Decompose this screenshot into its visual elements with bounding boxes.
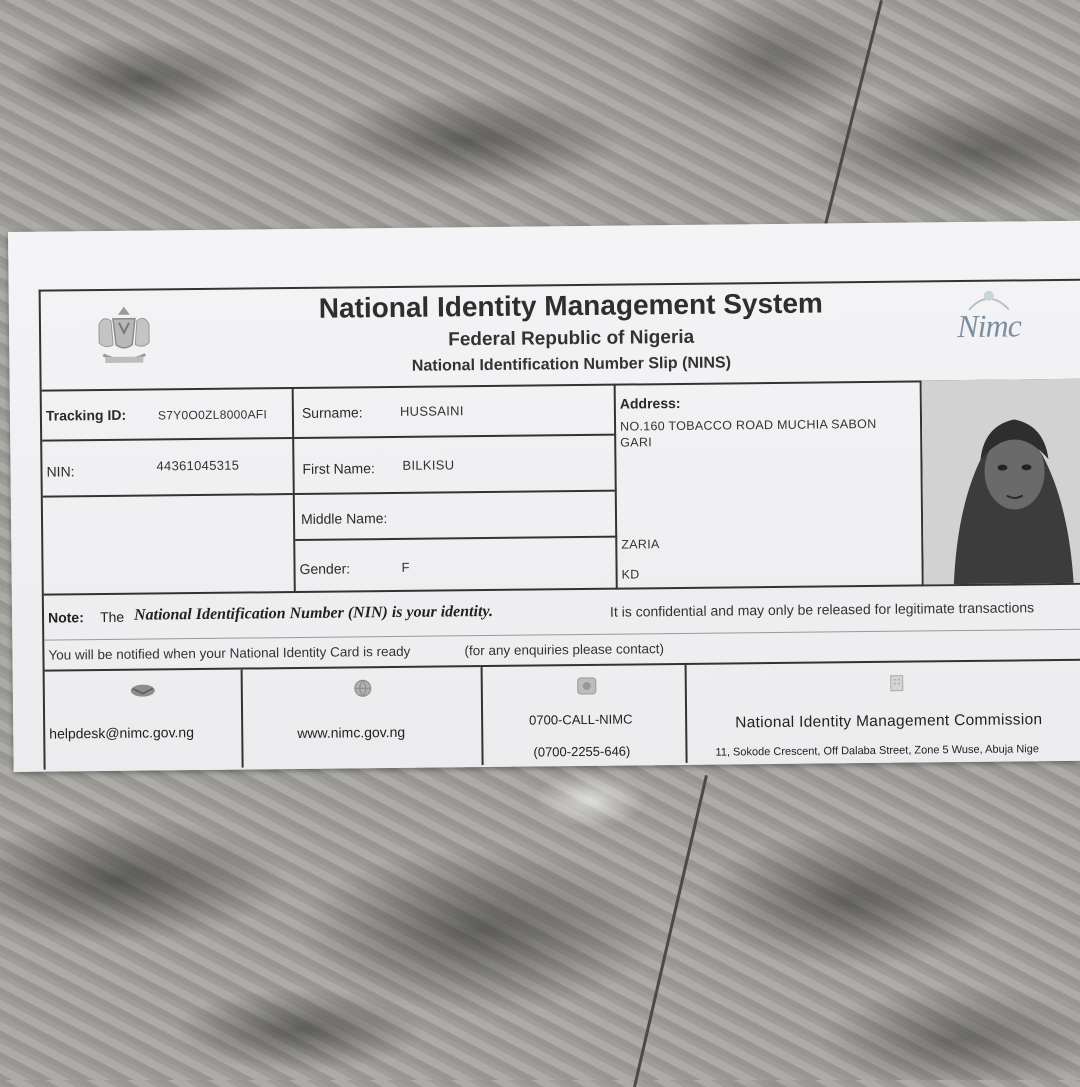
- address-cell: [616, 380, 924, 589]
- slip-frame: [39, 279, 1080, 770]
- contact-email-cell: [45, 670, 244, 770]
- nin-label: NIN:: [46, 463, 75, 480]
- building-icon: [883, 673, 911, 693]
- helpdesk-email[interactable]: helpdesk@nimc.gov.ng: [49, 724, 195, 742]
- org-name: National Identity Management Commission: [735, 711, 1043, 732]
- coat-of-arms-icon: [89, 300, 160, 371]
- nin-cell: [42, 439, 295, 498]
- floor-tile-seam: [818, 0, 883, 248]
- page-subtitle: Federal Republic of Nigeria: [448, 326, 695, 351]
- floor-tile-seam: [633, 775, 708, 1087]
- address-state: KD: [621, 567, 640, 582]
- contact-phone-cell: [483, 665, 688, 765]
- org-address: 11, Sokode Crescent, Off Dalaba Street, Zone 5 Wuse, Abuja Nige: [715, 743, 1040, 759]
- tracking-id-value: S7Y0O0ZL8000AFI: [157, 407, 268, 423]
- gender-value: F: [401, 559, 410, 575]
- slip-header: [41, 281, 1080, 392]
- tracking-id-cell: [42, 387, 295, 442]
- note-label: Note:: [47, 609, 84, 626]
- nin-slip: [8, 221, 1080, 772]
- phone-icon: [573, 676, 601, 696]
- nimc-logo-text: Nimc: [957, 307, 1021, 345]
- middle-name-cell: [295, 492, 617, 541]
- surname-label: Surname:: [301, 404, 363, 421]
- note-the: The: [99, 608, 125, 626]
- first-name-cell: [294, 436, 617, 495]
- empty-cell: [43, 495, 296, 596]
- page-title: National Identity Management System: [318, 287, 823, 324]
- surname-cell: [294, 384, 617, 439]
- envelope-icon: [129, 680, 157, 700]
- note-confidential: It is confidential and may only be released for legitimate transactions: [609, 599, 1035, 620]
- address-label: Address:: [619, 394, 681, 412]
- first-name-value: BILKISU: [402, 457, 455, 473]
- address-line-2: GARI: [620, 435, 653, 450]
- nin-value: 44361045315: [156, 457, 240, 474]
- address-line-1: NO.160 TOBACCO ROAD MUCHIA SABON: [619, 416, 877, 434]
- enquiries-text: (for any enquiries please contact): [464, 641, 665, 659]
- website-link[interactable]: www.nimc.gov.ng: [297, 723, 406, 741]
- surname-value: HUSSAINI: [399, 403, 464, 419]
- slip-name: National Identification Number Slip (NINS): [411, 354, 732, 375]
- gender-label: Gender:: [299, 560, 351, 577]
- address-city: ZARIA: [621, 537, 660, 552]
- phone-number[interactable]: (0700-2255-646): [533, 743, 631, 760]
- middle-name-label: Middle Name:: [300, 510, 388, 527]
- contact-website-cell: [243, 667, 484, 768]
- tracking-id-label: Tracking ID:: [45, 406, 127, 424]
- phone-word[interactable]: 0700-CALL-NIMC: [529, 711, 633, 728]
- globe-icon: [349, 678, 377, 698]
- gender-cell: [295, 538, 618, 593]
- passport-photo: [922, 379, 1080, 587]
- note-emphasis: National Identification Number (NIN) is your identity.: [133, 602, 494, 624]
- notify-text: You will be notified when your National Identity Card is ready: [48, 643, 411, 663]
- nimc-logo-icon: [939, 285, 1040, 350]
- first-name-label: First Name:: [302, 460, 375, 477]
- contact-office-cell: [687, 661, 1080, 763]
